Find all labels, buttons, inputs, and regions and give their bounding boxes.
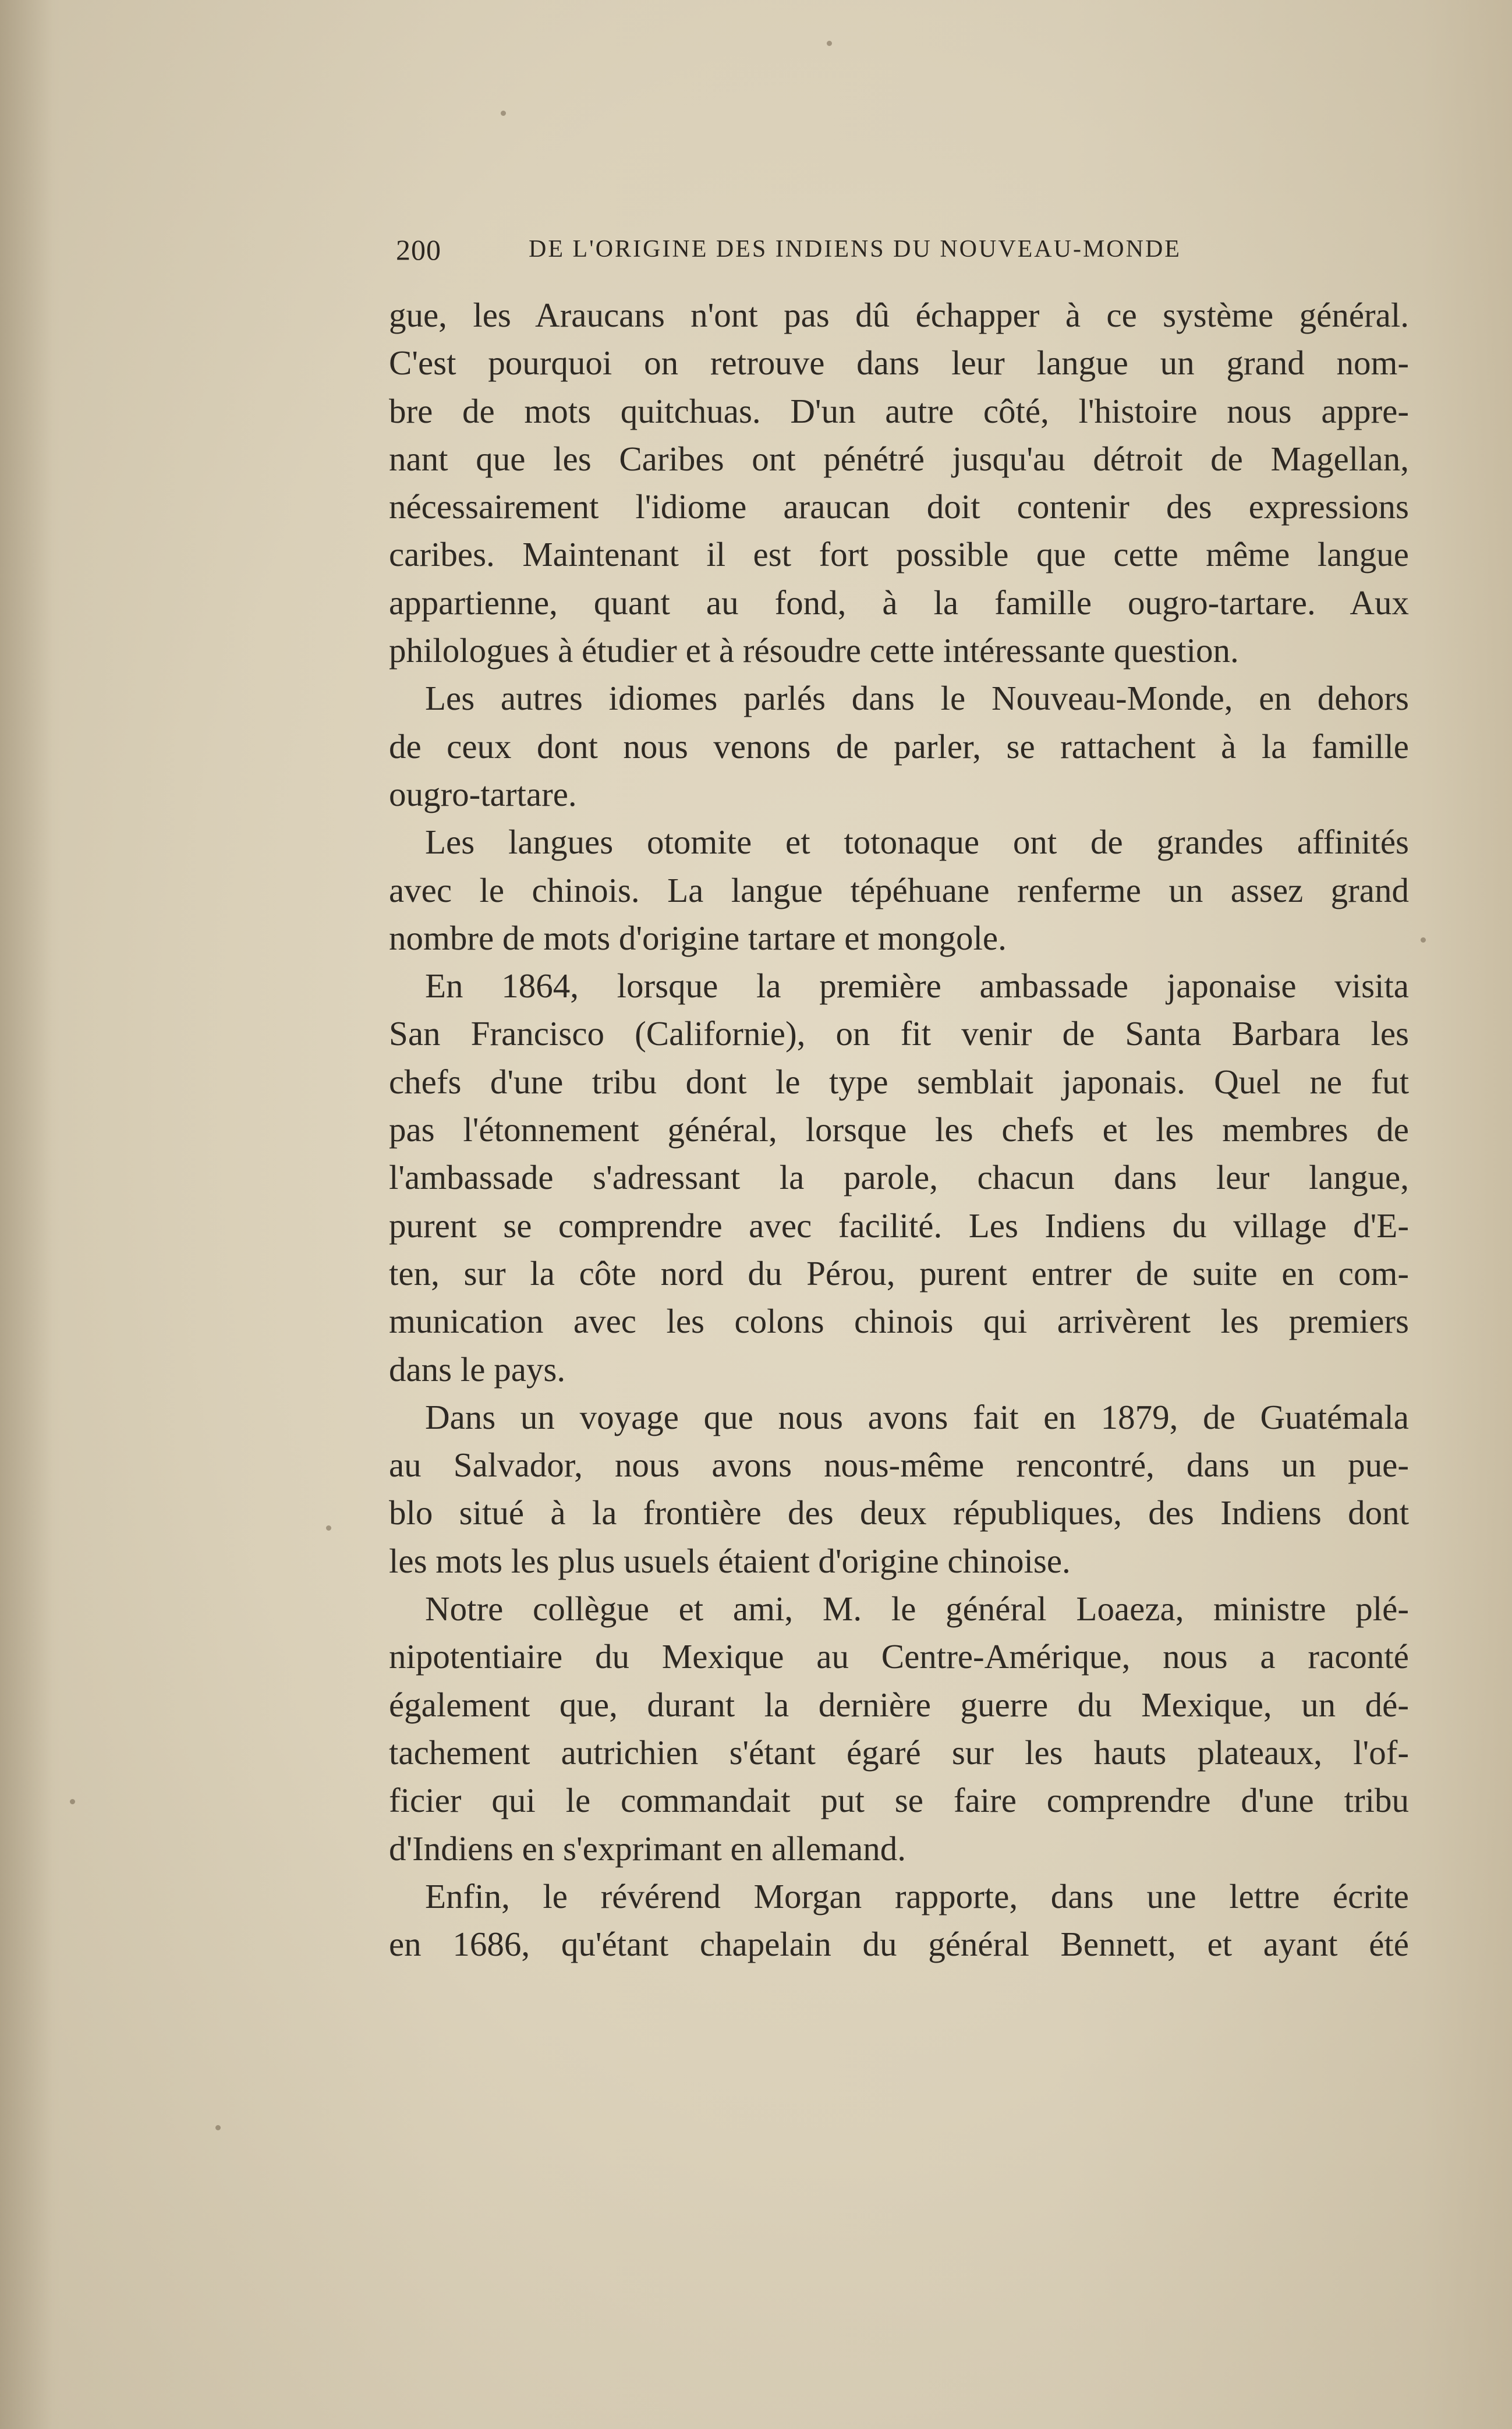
- text-line: dans le pays.: [389, 1350, 566, 1389]
- text-line: purent se comprendre avec facilité. Les Indiens du village d'E-: [389, 1206, 1409, 1245]
- text-line: Dans un voyage que nous avons fait en 1879, de Guatémala: [425, 1397, 1409, 1436]
- paper-speck: [1421, 937, 1426, 943]
- text-line: l'ambassade s'adressant la parole, chacun dans leur langue,: [389, 1158, 1409, 1197]
- page-number: 200: [396, 233, 441, 266]
- body-text: [389, 291, 1409, 1968]
- paper-speck: [215, 2125, 221, 2130]
- text-line: C'est pourquoi on retrouve dans leur langue un grand nom-: [389, 344, 1409, 383]
- text-line: En 1864, lorsque la première ambassade japonaise visita: [425, 966, 1409, 1005]
- text-line: caribes. Maintenant il est fort possible que cette même langue: [389, 535, 1409, 574]
- text-line: appartienne, quant au fond, à la famille ougro-tartare. Aux: [389, 583, 1409, 622]
- text-line: ougro-tartare.: [389, 774, 577, 813]
- text-line: nombre de mots d'origine tartare et mongole.: [389, 918, 1007, 957]
- text-line: munication avec les colons chinois qui arrivèrent les premiers: [389, 1302, 1409, 1341]
- text-line: avec le chinois. La langue tépéhuane renferme un assez grand: [389, 870, 1409, 909]
- text-line: Les langues otomite et totonaque ont de grandes affinités: [425, 823, 1409, 862]
- paper-speck: [70, 1799, 75, 1804]
- text-line: nécessairement l'idiome araucan doit contenir des expressions: [389, 487, 1409, 526]
- text-line: San Francisco (Californie), on fit venir de Santa Barbara les: [389, 1014, 1409, 1053]
- text-line: ficier qui le commandait put se faire comprendre d'une tribu: [389, 1781, 1409, 1820]
- running-header: [396, 233, 1269, 274]
- text-line: Les autres idiomes parlés dans le Nouveau-Monde, en dehors: [425, 679, 1409, 718]
- text-line: au Salvador, nous avons nous-même rencontré, dans un pue-: [389, 1446, 1409, 1485]
- paper-speck: [326, 1525, 331, 1531]
- text-line: en 1686, qu'étant chapelain du général Bennett, et ayant été: [389, 1925, 1409, 1964]
- text-line: gue, les Araucans n'ont pas dû échapper à ce système général.: [389, 296, 1409, 334]
- text-line: chefs d'une tribu dont le type semblait japonais. Quel ne fut: [389, 1062, 1409, 1101]
- paper-speck: [501, 111, 506, 116]
- text-line: tachement autrichien s'étant égaré sur les hauts plateaux, l'of-: [389, 1733, 1409, 1772]
- text-line: nipotentiaire du Mexique au Centre-Amérique, nous a raconté: [389, 1637, 1409, 1676]
- text-line: bre de mots quitchuas. D'un autre côté, l'histoire nous appre-: [389, 391, 1409, 430]
- text-line: également que, durant la dernière guerre du Mexique, un dé-: [389, 1685, 1409, 1724]
- paper-speck: [827, 41, 832, 46]
- text-line: Enfin, le révérend Morgan rapporte, dans une lettre écrite: [425, 1876, 1409, 1915]
- running-title: DE L'ORIGINE DES INDIENS DU NOUVEAU-MONDE: [529, 236, 1181, 263]
- text-line: les mots les plus usuels étaient d'origine chinoise.: [389, 1541, 1071, 1580]
- text-line: d'Indiens en s'exprimant en allemand.: [389, 1829, 906, 1868]
- text-line: Notre collègue et ami, M. le général Loaeza, ministre plé-: [425, 1589, 1409, 1628]
- spine-shadow: [0, 0, 52, 2429]
- text-line: philologues à étudier et à résoudre cette intéressante question.: [389, 631, 1239, 670]
- text-line: pas l'étonnement général, lorsque les chefs et les membres de: [389, 1110, 1409, 1149]
- text-line: blo situé à la frontière des deux républiques, des Indiens dont: [389, 1493, 1409, 1532]
- text-line: de ceux dont nous venons de parler, se rattachent à la famille: [389, 727, 1409, 766]
- text-line: nant que les Caribes ont pénétré jusqu'au détroit de Magellan,: [389, 439, 1409, 478]
- text-line: ten, sur la côte nord du Pérou, purent entrer de suite en com-: [389, 1254, 1409, 1293]
